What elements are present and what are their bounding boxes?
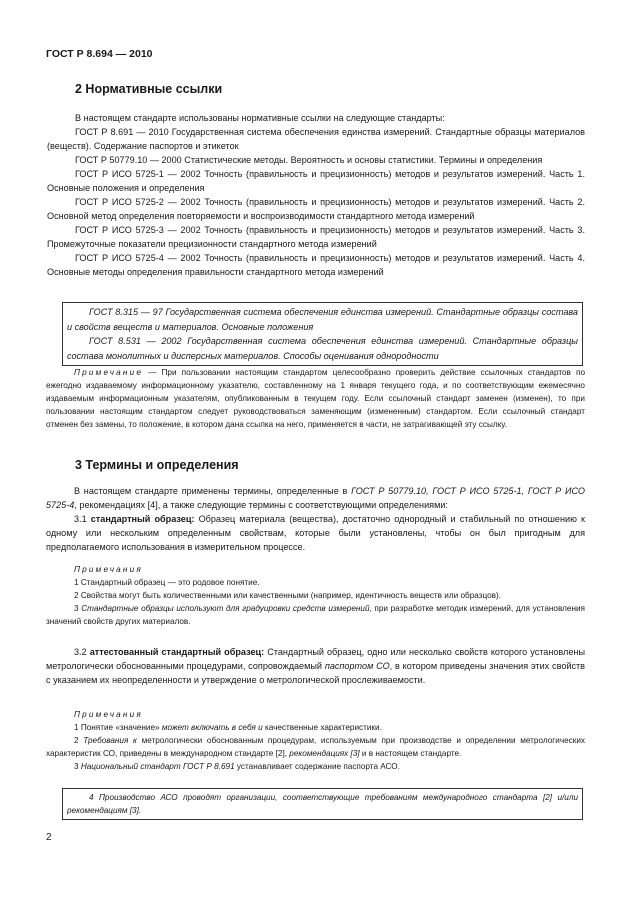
term-3-2-block xyxy=(46,645,585,687)
ref-item: ГОСТ Р ИСО 5725-4 — 2002 Точность (правильность и прецизионность) методов и результатов измерений. Часть 4. Основные методы определения правильности стандартного метода измерений xyxy=(47,253,585,277)
ref-item: ГОСТ Р 50779.10 — 2000 Статистические методы. Вероятность и основы статистики. Термины и определения xyxy=(75,155,543,165)
change-box-note-4 xyxy=(62,788,583,820)
running-header: ГОСТ Р 8.694 — 2010 xyxy=(46,48,153,60)
ref-item: ГОСТ Р ИСО 5725-1 — 2002 Точность (правильность и прецизионность) методов и результатов измерений. Часть 1. Основные положения и определения xyxy=(47,169,585,193)
note-item: 2 Требования к метрологически обоснованным процедурам, используемым при производстве и определении метрологических характеристик СО, приведены в международном стандарте [2], рекомендациях [3] и в настоящем стандарте. xyxy=(46,736,586,758)
ref-item: ГОСТ Р 8.691 — 2010 Государственная система обеспечения единства измерений. Стандартные образцы материалов (веществ). Содержание паспортов и этикеток xyxy=(47,127,585,151)
notes-label: Примечания xyxy=(74,565,143,574)
box-ref-item: ГОСТ 8.315 — 97 Государственная система обеспечения единства измерений. Стандартные образцы состава и свойств веществ и материалов. Основные положения xyxy=(67,307,578,332)
box-ref-item: ГОСТ 8.531 — 2002 Государственная система обеспечения единства измерений. Стандартные образцы состава монолитных и дисперсных материалов. Способы оценивания однородности xyxy=(67,336,578,361)
section-2-intro: В настоящем стандарте использованы нормативные ссылки на следующие стандарты: xyxy=(75,113,445,123)
note-item: 2 Свойства могут быть количественными или качественными (например, идентичность веществ или образцов). xyxy=(74,591,502,600)
change-box-references xyxy=(62,302,583,366)
notes-3-2 xyxy=(46,708,585,773)
term-3-1-name: стандартный образец: xyxy=(90,514,195,524)
section-2-body xyxy=(47,111,585,279)
notes-label: Примечания xyxy=(74,710,143,719)
note-item: 3 Национальный стандарт ГОСТ Р 8.691 устанавливает содержание паспорта АСО. xyxy=(74,762,400,771)
section-3-intro: В настоящем стандарте применены термины, определенные в ГОСТ Р 50779.10, ГОСТ Р ИСО 5725-1, ГОСТ Р ИСО 5725-4, рекомендациях [4], а также следующие термины с соответствующими определениями: xyxy=(46,486,585,510)
note-label: Примечание xyxy=(74,368,144,377)
page-number: 2 xyxy=(46,832,52,843)
note-item: 3 Стандартные образцы используют для градуировки средств измерений, при разработке методик измерений, для установления значений свойств других материалов. xyxy=(46,604,585,626)
box-note-item: 4 Производство АСО проводят организации, соответствующие требованиям международного стандарта [2] и/или рекомендациям [3]. xyxy=(67,793,578,815)
ref-item: ГОСТ Р ИСО 5725-3 — 2002 Точность (правильность и прецизионность) методов и результатов измерений. Часть 3. Промежуточные показатели прецизионности стандартного метода измерений xyxy=(47,225,585,249)
note-item: 1 Понятие «значение» может включать в себя и качественные характеристики. xyxy=(74,723,382,732)
term-3-1: 3.1 стандартный образец: Образец материала (вещества), достаточно однородный и стабильный по отношению к одному или нескольким определенным свойствам, которые были установлены, чтобы он был пригодным для предполагаемого использования в измерительном процессе. xyxy=(46,514,585,552)
section-3-title: 3 Термины и определения xyxy=(75,458,239,472)
section-3-body xyxy=(46,484,585,554)
notes-3-1 xyxy=(46,563,585,628)
section-2-title: 2 Нормативные ссылки xyxy=(75,82,223,96)
note-item: 1 Стандартный образец — это родовое понятие. xyxy=(74,578,260,587)
note-text: — При пользовании настоящим стандартом целесообразно проверить действие ссылочных стандартов по ежегодно издаваемому информационному указателю, составленному на 1 января текущего года, и по соответствующим ежемесячно издаваемым информационным указателям, опубликованным в текущем году. Если ссылочный стандарт заменен (изменен), то при пользовании настоящим стандартом следует руководствоваться заменяющим (измененным) стандартом. Если ссылочный стандарт отменен без замены, то положение, в котором дана ссылка на него, применяется в части, не затрагивающей эту ссылку. xyxy=(46,368,585,429)
term-3-2-name: аттестованный стандартный образец: xyxy=(89,647,265,657)
ref-item: ГОСТ Р ИСО 5725-2 — 2002 Точность (правильность и прецизионность) методов и результатов измерений. Часть 2. Основной метод определения повторяемости и воспроизводимости стандартного метода измерений xyxy=(47,197,585,221)
term-3-2: 3.2 аттестованный стандартный образец: Стандартный образец, одно или несколько свойств которого установлены метрологически обоснованными процедурами, сопровождаемый паспортом СО, в котором приведены значения этих свойств с указанием их неопределенности и утверждение о метрологической прослеживаемости. xyxy=(46,647,585,685)
section-2-note xyxy=(46,366,585,431)
